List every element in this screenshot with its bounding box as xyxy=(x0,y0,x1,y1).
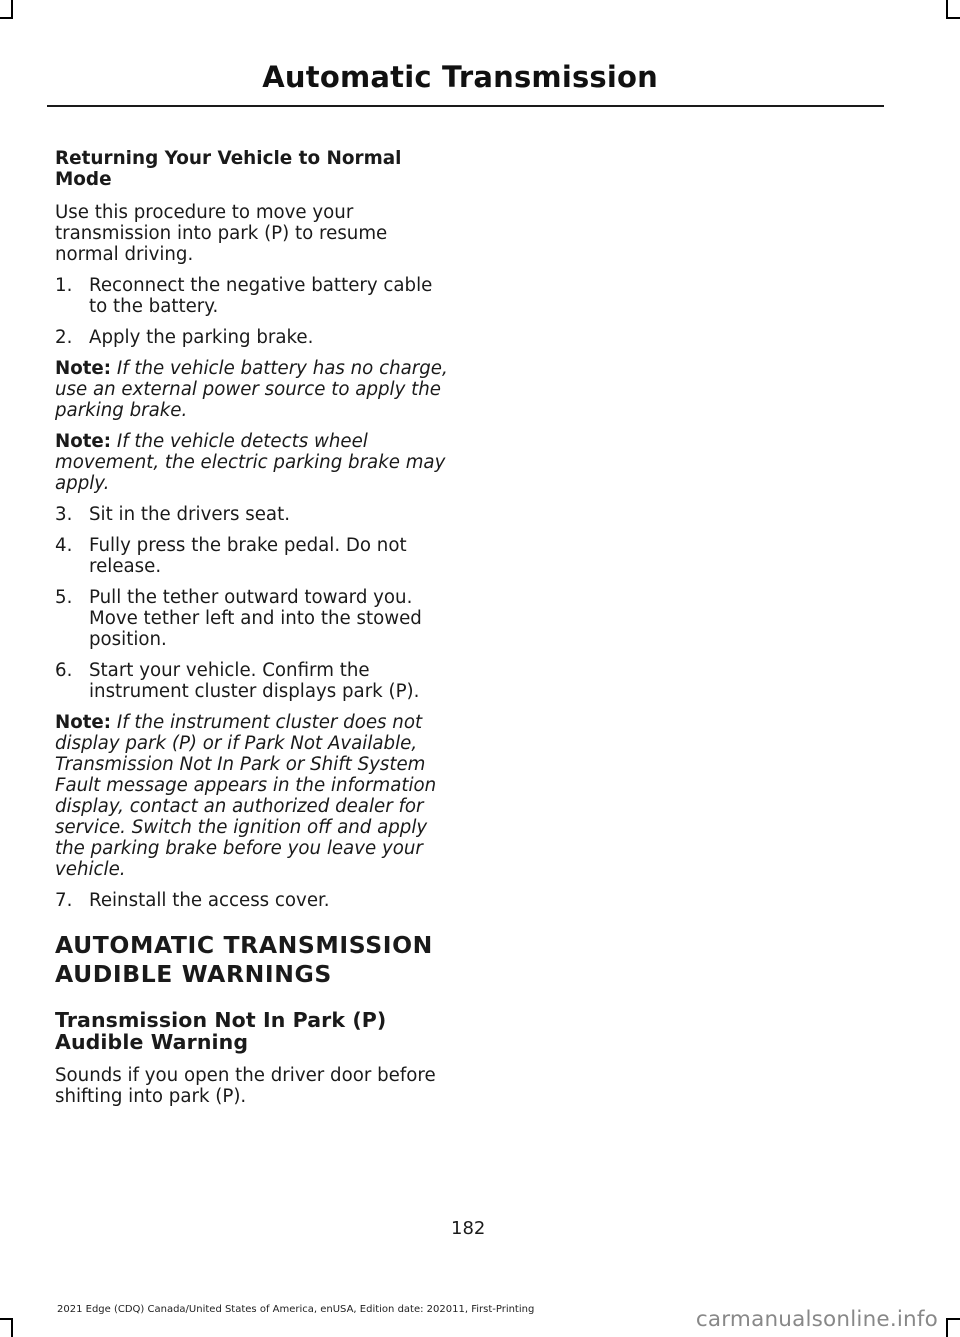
crop-mark-bottom-left-vertical xyxy=(11,1319,13,1337)
list-item xyxy=(55,890,450,911)
note-text: If the vehicle battery has no charge, use an external power source to apply the parking brake. xyxy=(55,358,448,421)
step-number: 1. xyxy=(55,275,73,296)
step-number: 5. xyxy=(55,587,73,608)
subheading-not-in-park-warning: Transmission Not In Park (P) Audible Warning xyxy=(55,1008,387,1054)
step-number: 7. xyxy=(55,890,73,911)
crop-mark-bottom-right-vertical xyxy=(946,1319,948,1337)
step-text: Sit in the drivers seat. xyxy=(89,504,290,525)
step-text: Start your vehicle. Confirm the instrument cluster displays park (P). xyxy=(89,660,420,702)
note-battery xyxy=(55,358,450,421)
section-heading-audible-warnings xyxy=(55,931,450,989)
footer-edition-info: 2021 Edge (CDQ) Canada/United States of America, enUSA, Edition date: 202011, First-Printing xyxy=(57,1304,535,1315)
steps-list-a xyxy=(55,275,450,348)
crop-mark-bottom-left-horizontal xyxy=(0,1318,13,1320)
heading-line-2: AUDIBLE WARNINGS xyxy=(55,960,332,988)
list-item xyxy=(55,275,450,317)
step-text: Pull the tether outward toward you. Move tether left and into the stowed position. xyxy=(89,587,422,650)
note-label: Note: xyxy=(55,431,112,452)
step-text: Reinstall the access cover. xyxy=(89,890,330,911)
steps-list-b xyxy=(55,504,450,702)
list-item xyxy=(55,327,450,348)
main-content xyxy=(55,148,450,1117)
note-label: Note: xyxy=(55,712,112,733)
crop-mark-bottom-right-horizontal xyxy=(946,1318,960,1320)
step-text: Apply the parking brake. xyxy=(89,327,314,348)
step-number: 6. xyxy=(55,660,73,681)
watermark: carmanualsonline.info xyxy=(695,1307,938,1332)
heading-line-1: AUTOMATIC TRANSMISSION xyxy=(55,931,433,959)
list-item xyxy=(55,504,450,525)
crop-mark-top-left-vertical xyxy=(11,0,13,18)
intro-paragraph: Use this procedure to move your transmission into park (P) to resume normal driving. xyxy=(55,202,388,265)
page-header-title: Automatic Transmission xyxy=(262,60,658,94)
note-label: Note: xyxy=(55,358,112,379)
step-number: 2. xyxy=(55,327,73,348)
step-text: Reconnect the negative battery cable to the battery. xyxy=(89,275,433,317)
crop-mark-top-left-horizontal xyxy=(0,17,13,19)
note-wheel-movement xyxy=(55,431,450,494)
step-number: 4. xyxy=(55,535,73,556)
crop-mark-top-right-horizontal xyxy=(946,17,960,19)
step-text: Fully press the brake pedal. Do not release. xyxy=(89,535,407,577)
list-item xyxy=(55,587,450,650)
list-item xyxy=(55,535,450,577)
note-instrument-cluster xyxy=(55,712,450,880)
list-item xyxy=(55,660,450,702)
warning-description: Sounds if you open the driver door before shifting into park (P). xyxy=(55,1065,436,1107)
section-heading-normal-mode: Returning Your Vehicle to Normal Mode xyxy=(55,148,402,190)
page-number: 182 xyxy=(451,1218,486,1239)
header-divider xyxy=(47,105,884,107)
crop-mark-top-right-vertical xyxy=(946,0,948,18)
steps-list-c xyxy=(55,890,450,911)
step-number: 3. xyxy=(55,504,73,525)
note-text: If the vehicle detects wheel movement, the electric parking brake may apply. xyxy=(55,431,446,494)
note-text: If the instrument cluster does not display park (P) or if Park Not Available, Transmission Not In Park or Shift System Fault message appears in the information display, contact an authorized dealer for service. Switch the ignition off and apply the parking brake before you leave your vehicle. xyxy=(55,712,437,880)
